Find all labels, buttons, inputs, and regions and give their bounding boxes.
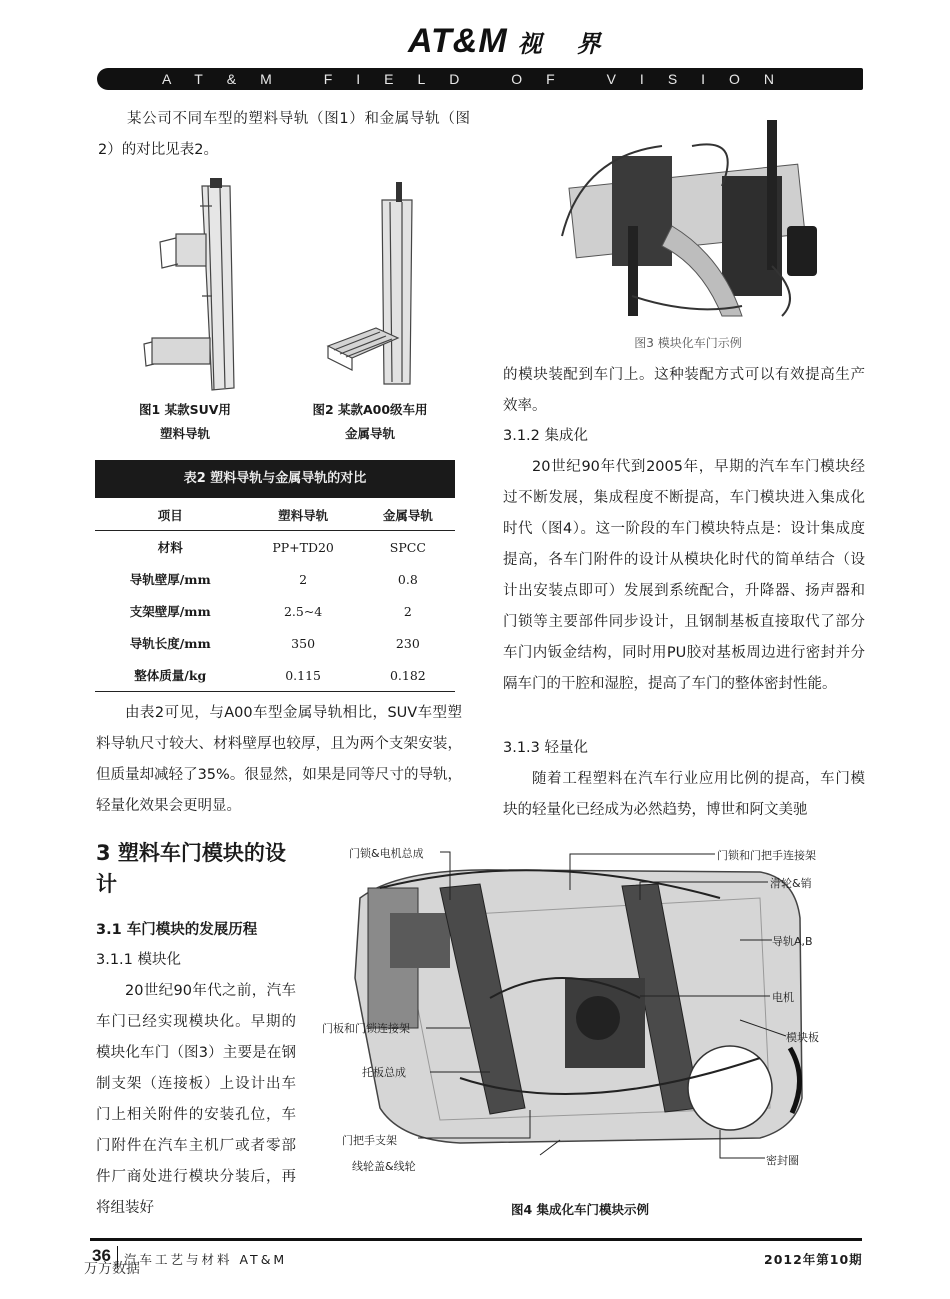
- label-wheel-cover: 线轮盖&线轮: [352, 1160, 416, 1173]
- subsection-3-1-1-heading: 3.1.1 模块化: [96, 952, 182, 968]
- figure-2-caption: 图2 某款A00级车用 金属导轨: [312, 402, 428, 441]
- subsection-3-1-2-heading: 3.1.2 集成化: [503, 428, 589, 444]
- col-header-plastic: 塑料导轨: [246, 500, 361, 531]
- issue-label: 2012年第10期: [764, 1252, 863, 1267]
- header-banner: [97, 68, 863, 90]
- brand-section-name: 视 界: [517, 31, 615, 58]
- table-row: 导轨壁厚/mm 2 0.8: [129, 571, 418, 587]
- table-row: 材料 PP+TD20 SPCC: [157, 539, 426, 555]
- table-row: 导轨长度/mm 350 230: [129, 635, 420, 651]
- table-2-title: 表2 塑料导轨与金属导轨的对比: [95, 460, 455, 498]
- integration-paragraph: 20世纪90年代到2005年，早期的汽车车门模块经过不断发展，集成程度不断提高，车门模块进入集成化时代（图4）。这一阶段的车门模块特点是：设计集成度提高，各车门附件的设计从模块化时代的简单结合（设计出安装点即可）发展到系统配合，升降器、扬声器和门锁等主要部件同步设计，且钢制基板直接取代了部分车门内钣金结构，同时用PU胶对基板周边进行密封并分隔车门的干腔和湿腔，提高了车门的整体密封性能。: [503, 459, 865, 692]
- brand-logo: AT&M: [408, 22, 508, 60]
- journal-name: 汽车工艺与材料 AT&M: [124, 1252, 288, 1267]
- footer-rule: [90, 1238, 862, 1241]
- col-header-item: 项目: [95, 500, 246, 531]
- masthead-brand: [408, 22, 614, 61]
- label-motor: 电机: [772, 991, 794, 1004]
- lightweight-paragraph: 随着工程塑料在汽车行业应用比例的提高，车门模块的轻量化已经成为必然趋势，博世和阿文美驰: [503, 771, 865, 818]
- figure-3-caption: 图3 模块化车门示例: [634, 336, 742, 350]
- figure-1-plastic-rail: [130, 176, 260, 394]
- figure-3-modular-door: [542, 116, 832, 326]
- table-row: 支架壁厚/mm 2.5~4 2: [129, 603, 412, 619]
- table-row: 整体质量/kg 0.115 0.182: [95, 659, 455, 692]
- col-header-metal: 金属导轨: [361, 500, 455, 531]
- figure-4-leader-lines: [340, 840, 860, 1180]
- label-rail-ab: 导轨A,B: [772, 935, 813, 948]
- label-seal-ring: 密封圈: [766, 1154, 799, 1167]
- label-pulley-pin: 滑轮&销: [770, 877, 812, 890]
- label-lock-motor-assembly: 门锁&电机总成: [349, 847, 424, 860]
- label-lock-handle-bracket: 门锁和门把手连接架: [717, 849, 816, 862]
- table-header-row: [95, 500, 455, 531]
- section-3-heading: 3 塑料车门模块的设计: [96, 841, 286, 896]
- figure-2-metal-rail: [318, 178, 428, 392]
- banner-text: AT&M FIELD OF VISION: [161, 71, 799, 87]
- label-handle-bracket: 门把手支架: [342, 1134, 397, 1147]
- label-tray-assembly: 托板总成: [362, 1066, 406, 1079]
- table-discussion-paragraph: 由表2可见，与A00车型金属导轨相比，SUV车型塑料导轨尺寸较大、材料壁厚也较厚，且为两个支架安装，但质量却减轻了35%。很显然，如果是同等尺寸的导轨，轻量化效果会更明显。: [96, 705, 462, 814]
- figure-4-caption: 图4 集成化车门模块示例: [510, 1202, 650, 1217]
- subsection-3-1-3-heading: 3.1.3 轻量化: [503, 740, 589, 756]
- subsection-3-1-heading: 3.1 车门模块的发展历程: [96, 922, 258, 938]
- modular-paragraph: 20世纪90年代之前，汽车车门已经实现模块化。早期的模块化车门（图3）主要是在钢制支架（连接板）上设计出车门上相关附件的安装孔位，车门附件在汽车主机厂或者零部件厂商处进行模块分装后，再将组装好: [96, 983, 296, 1216]
- page-number: 36: [92, 1246, 111, 1265]
- intro-paragraph: 某公司不同车型的塑料导轨（图1）和金属导轨（图2）的对比见表2。: [98, 111, 470, 158]
- figure-1-caption: 图1 某款SUV用 塑料导轨: [139, 402, 231, 441]
- label-base-plate: 模块板: [786, 1031, 819, 1044]
- label-door-plate-lock-bracket: 门板和门锁连接架: [322, 1022, 410, 1035]
- table-2: [95, 500, 455, 692]
- database-watermark: 万方数据: [84, 1261, 140, 1277]
- assembly-continuation-paragraph: 的模块装配到车门上。这种装配方式可以有效提高生产效率。: [503, 367, 865, 414]
